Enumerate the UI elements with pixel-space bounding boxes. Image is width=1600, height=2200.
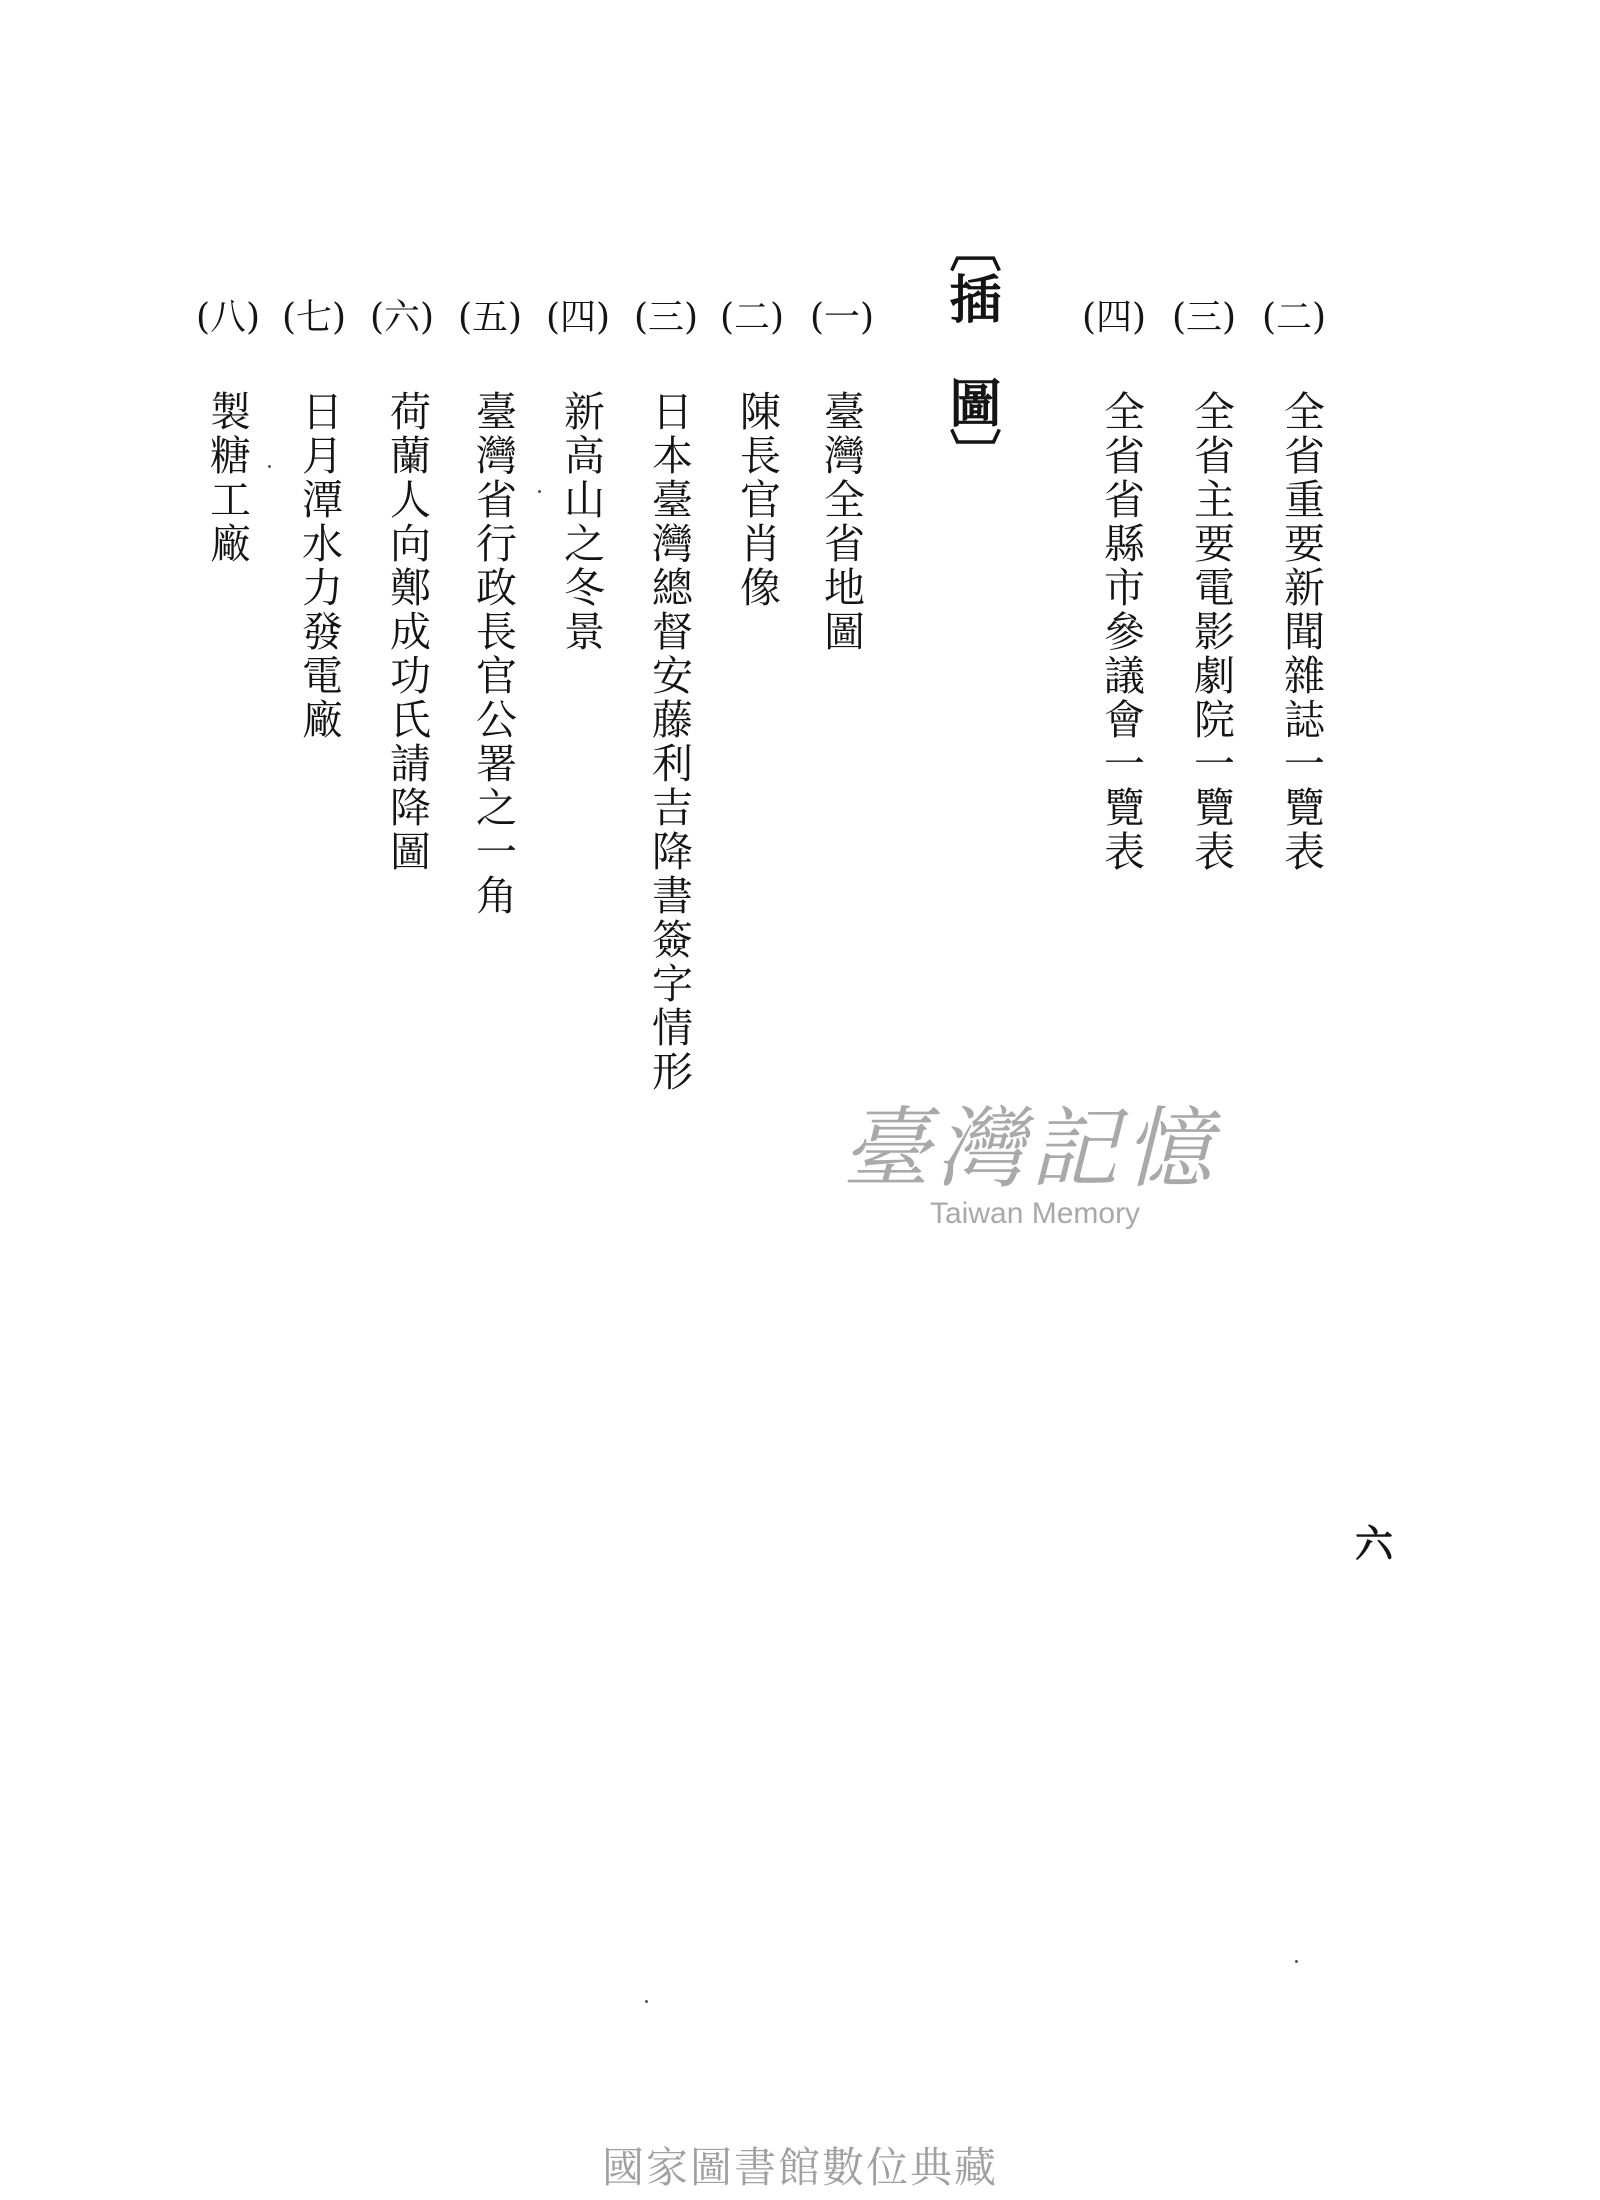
- watermark-english: Taiwan Memory: [930, 1197, 1141, 1230]
- table-item-title: 全省重要新聞雜誌一覽表: [1277, 390, 1325, 874]
- figure-item-number: (五): [458, 297, 523, 338]
- footer-credit: 國家圖書館數位典藏: [601, 2143, 998, 2192]
- figure-item-title: 製糖工廠: [203, 390, 251, 566]
- figure-item-number: (四): [546, 297, 611, 338]
- figures-heading: 〔插 圖〕: [940, 220, 1001, 480]
- figure-item-number: (三): [634, 297, 699, 338]
- scan-speck: [645, 2000, 648, 2003]
- figure-item-title: 新高山之冬景: [557, 390, 605, 654]
- figure-item-number: (一): [810, 297, 875, 338]
- page-number: 六: [1355, 1521, 1394, 1566]
- figure-item-title: 荷蘭人向鄭成功氏請降圖: [383, 390, 431, 874]
- scan-speck: [538, 490, 541, 493]
- figure-item-title: 日本臺灣總督安藤利吉降書簽字情形: [645, 390, 693, 1094]
- table-item-number: (四): [1082, 297, 1147, 338]
- figure-item-title: 臺灣省行政長官公署之一角: [469, 390, 517, 918]
- figure-item-title: 陳長官肖像: [733, 390, 781, 610]
- table-item-title: 全省主要電影劇院一覽表: [1187, 390, 1235, 874]
- figure-item-number: (七): [282, 297, 347, 338]
- table-item-number: (二): [1262, 297, 1327, 338]
- figure-item-title: 日月潭水力發電廠: [295, 390, 343, 742]
- figure-item-number: (六): [370, 297, 435, 338]
- watermark-logo: [790, 1097, 1270, 1231]
- table-item-title: 全省省縣市參議會一覽表: [1097, 390, 1145, 874]
- scan-speck: [268, 465, 271, 468]
- watermark-chinese: 臺灣記憶: [841, 1097, 1218, 1200]
- figure-item-number: (八): [196, 297, 261, 338]
- figure-item-number: (二): [720, 297, 785, 338]
- scan-speck: [1295, 1960, 1298, 1963]
- figure-item-title: 臺灣全省地圖: [817, 390, 865, 654]
- table-item-number: (三): [1172, 297, 1237, 338]
